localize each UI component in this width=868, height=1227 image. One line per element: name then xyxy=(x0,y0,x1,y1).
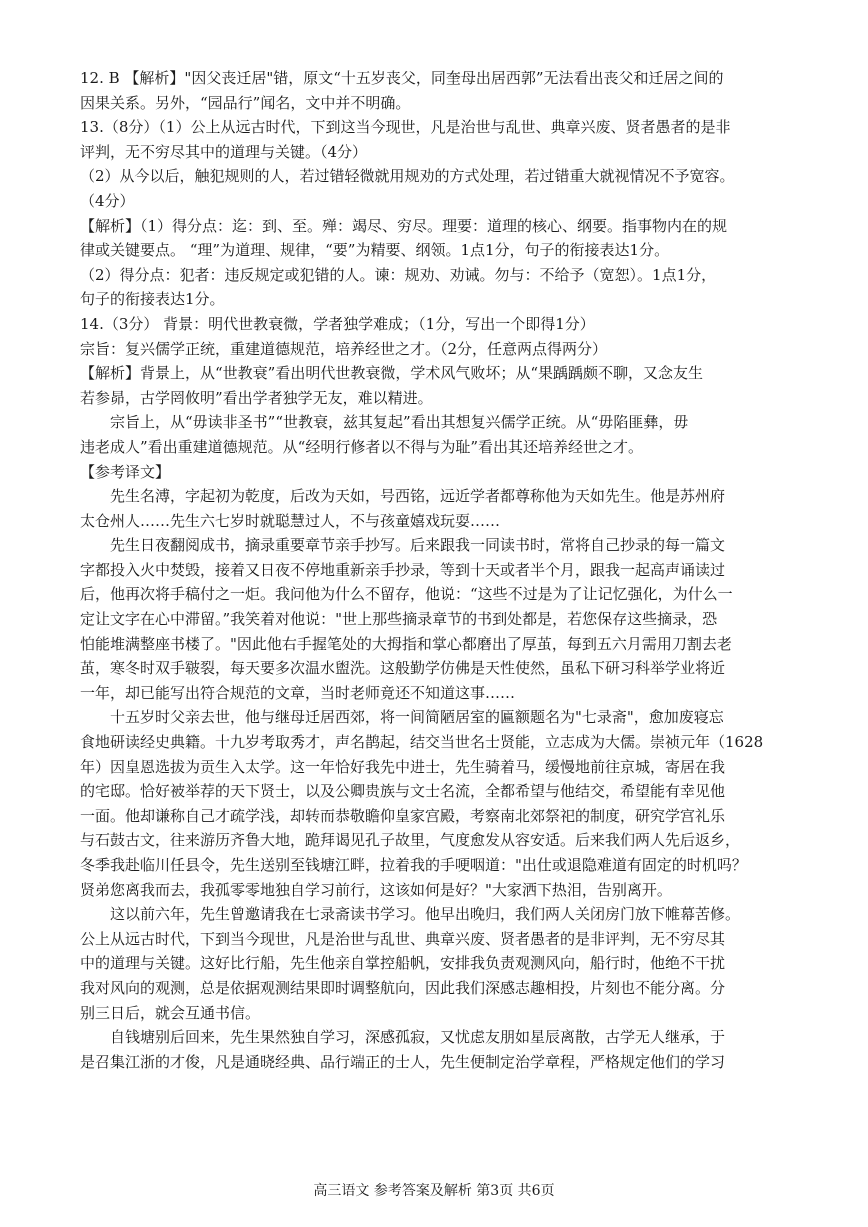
text-line: 贤弟您离我而去，我孤零零地独自学习前行，这该如何是好？"大家洒下热泪，告别离开。 xyxy=(80,880,672,899)
text-line: 是召集江浙的才俊，凡是通晓经典、品行端正的士人，先生便制定治学章程，严格规定他们的学习 xyxy=(80,1052,726,1071)
text-line: 一年，却已能写出符合规范的文章，当时老师竟还不知道这事…… xyxy=(80,683,516,702)
text-line: 字都投入火中焚毁，接着又日夜不停地重新亲手抄录，等到十天或者半个月，跟我一起高声诵读过 xyxy=(80,560,726,579)
text-line: 定让文字在心中滞留。”我笑着对他说："世上那些摘录章节的书到处都是，若您保存这些摘录，恐 xyxy=(80,610,718,629)
text-line: 违老成人”看出重建道德规范。从“经明行修者以不得与为耻”看出其还培养经世之才。 xyxy=(80,437,644,456)
text-line: 太仓州人……先生六七岁时就聪慧过人，不与孩童嬉戏玩耍…… xyxy=(80,511,501,530)
text-line: 因果关系。另外，“园品行”闻名，文中并不明确。 xyxy=(80,93,411,112)
text-line: （2）得分点：犯者：违反规定或犯错的人。谏：规劝、劝诫。勿与：不给予（宽恕）。1点1分， xyxy=(80,265,717,284)
section-heading: 【参考译文】 xyxy=(80,462,171,481)
text-line: 宗旨：复兴儒学正统，重建道德规范，培养经世之才。（2分，任意两点得两分） xyxy=(80,339,608,358)
text-line: 一面。他却谦称自己才疏学浅，却转而恭敬瞻仰皇家宫殿，考察南北郊祭祀的制度，研究学宫礼乐 xyxy=(80,806,726,825)
text-line: 冬季我赴临川任县令，先生送别至钱塘江畔，拉着我的手哽咽道："出仕或退隐难道有固定的时机吗？ xyxy=(80,856,747,874)
text-line: 自钱塘别后回来，先生果然独自学习，深感孤寂，又忧虑友朋如星辰离散，古学无人继承，于 xyxy=(80,1028,726,1047)
text-line: 律或关键要点。 “理”为道理、规律，“要”为精要、纲领。1点1分，句子的衔接表达1分。 xyxy=(80,241,670,260)
text-line: 十五岁时父亲去世，他与继母迁居西郊，将一间简陋居室的匾额题名为"七录斋"，愈加废寝忘 xyxy=(80,708,724,727)
text-line: 【解析】（1）得分点：迄：到、至。殚：竭尽、穷尽。理要：道理的核心、纲要。指事物内在的规 xyxy=(80,216,728,235)
text-line: 别三日后，就会互通书信。 xyxy=(80,1003,261,1022)
text-line: （4分） xyxy=(80,191,135,210)
text-line: 若参昴，古学罔攸明”看出学者独学无友，难以精进。 xyxy=(80,388,433,407)
text-line: 【解析】背景上，从“世教衰”看出明代世教衰微，学术风气败坏；从“果踽踽颇不聊，又念友生 xyxy=(80,364,704,383)
text-line: 评判，无不穷尽其中的道理与关键。（4分） xyxy=(80,142,368,161)
page-footer: 高三语文 参考答案及解析 第3页 共6页 xyxy=(313,1183,555,1199)
text-line: 后，他再次将手稿付之一炬。我问他为什么不留存，他说：“这些不过是为了让记忆强化，为什么一 xyxy=(80,585,733,604)
text-line: 茧，寒冬时双手皲裂，每天要多次温水盥洗。这般勤学仿佛是天性使然，虽私下研习科举学业将近 xyxy=(80,659,726,678)
text-line: 这以前六年，先生曾邀请我在七录斋读书学习。他早出晚归，我们两人关闭房门放下帷幕苦修。 xyxy=(80,905,741,924)
text-line: 13.（8分）（1）公上从远古时代，下到这当今现世，凡是治世与乱世、典章兴废、贤者愚者的是非 xyxy=(80,118,731,137)
text-line: 宗旨上，从“毋读非圣书”“世教衰，兹其复起”看出其想复兴儒学正统。从“毋陷匪彝，毋 xyxy=(80,413,689,432)
text-line: 我对风向的观测，总是依据观测结果即时调整航向，因此我们深感志趣相投，片刻也不能分离。分 xyxy=(80,978,726,997)
answer-text xyxy=(80,66,792,1074)
text-line: 年）因皇恩选拔为贡生入太学。这一年恰好我先中进士，先生骑着马，缓慢地前往京城，寄居在我 xyxy=(80,757,726,776)
text-line: 中的道理与关键。这好比行船，先生他亲自掌控船帆，安排我负责观测风向，船行时，他绝不干扰 xyxy=(80,954,726,973)
text-line: （2）从今以后，触犯规则的人，若过错轻微就用规劝的方式处理，若过错重大就视情况不予宽容。 xyxy=(80,167,735,186)
text-line: 14.（3分） 背景：明代世教衰微，学者独学难成；（1分，写出一个即得1分） xyxy=(80,314,595,333)
text-line: 与石鼓古文，往来游历齐鲁大地，跪拜谒见孔子故里，气度愈发从容安适。后来我们两人先后返乡， xyxy=(80,831,741,850)
text-line: 12. B 【解析】"因父丧迁居"错，原文“十五岁丧父，同奎母出居西郭”无法看出丧父和迁居之间的 xyxy=(80,69,724,87)
text-line: 先生日夜翻阅成书，摘录重要章节亲手抄写。后来跟我一同读书时，常将自己抄录的每一篇文 xyxy=(80,536,726,555)
text-line: 句子的衔接表达1分。 xyxy=(80,290,225,309)
text-line: 先生名溥，字起初为乾度，后改为天如，号西铭，远近学者都尊称他为天如先生。他是苏州府 xyxy=(80,487,726,506)
text-line: 公上从远古时代，下到当今现世，凡是治世与乱世、典章兴废、贤者愚者的是非评判，无不穷尽其 xyxy=(80,929,726,948)
text-line: 食地研读经史典籍。十九岁考取秀才，声名鹊起，结交当世名士贤能，立志成为大儒。崇祯元年（1628 xyxy=(80,733,764,752)
text-line: 怕能堆满整座书楼了。"因此他右手握笔处的大拇指和掌心都磨出了厚茧，每到五六月需用刀割去老 xyxy=(80,634,732,653)
text-line: 的宅邸。恰好被举荐的天下贤士，以及公卿贵族与文士名流，全都希望与他结交，希望能有幸见他 xyxy=(80,782,726,801)
